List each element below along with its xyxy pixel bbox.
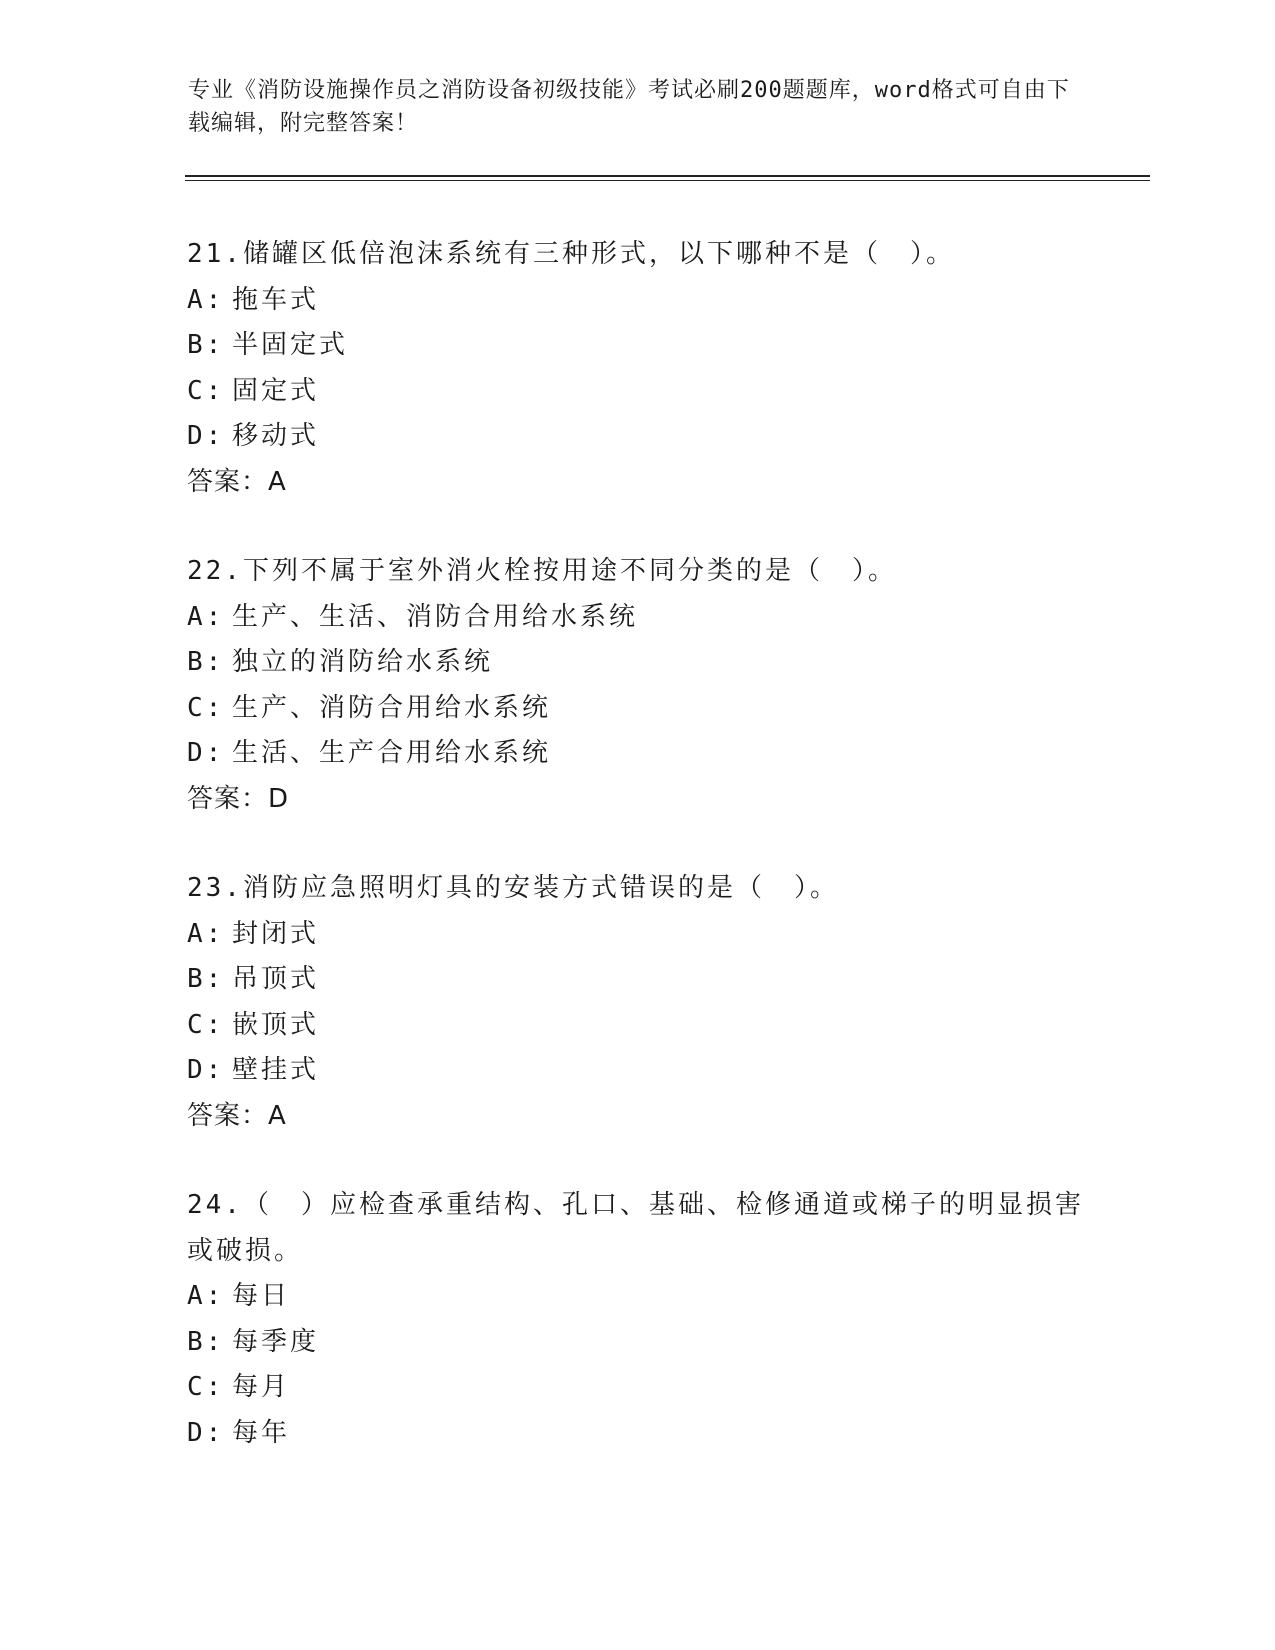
option-letter: B: xyxy=(187,1326,225,1357)
option-letter: B: xyxy=(187,647,225,677)
option-d xyxy=(187,1411,1087,1457)
option-letter: D: xyxy=(187,1417,225,1448)
option-a xyxy=(187,912,1087,958)
option-text: 每年 xyxy=(232,1417,291,1448)
option-letter: A: xyxy=(187,1281,225,1311)
option-d xyxy=(187,414,1087,460)
question-stem: 22.下列不属于室外消火栓按用途不同分类的是（ ）。 xyxy=(187,556,897,586)
option-c xyxy=(187,686,1087,732)
question-stem: 23.消防应急照明灯具的安装方式错误的是（ ）。 xyxy=(187,873,839,903)
option-d xyxy=(187,1048,1087,1094)
question-item xyxy=(187,1183,1087,1456)
option-text: 固定式 xyxy=(232,375,320,406)
answer-line: 答案：A xyxy=(187,466,287,497)
option-d xyxy=(187,731,1087,777)
header-divider xyxy=(185,175,1150,181)
option-b xyxy=(187,323,1087,369)
question-stem: 21.储罐区低倍泡沫系统有三种形式，以下哪种不是（ ）。 xyxy=(187,239,955,269)
option-b xyxy=(187,1320,1087,1366)
option-a xyxy=(187,278,1087,324)
option-text: 生活、生产合用给水系统 xyxy=(232,738,552,768)
option-text: 生产、消防合用给水系统 xyxy=(232,692,552,723)
option-letter: A: xyxy=(187,284,225,315)
option-text: 独立的消防给水系统 xyxy=(232,647,494,677)
question-list xyxy=(187,232,1087,1500)
option-a xyxy=(187,595,1087,641)
option-b xyxy=(187,640,1087,686)
option-text: 嵌顶式 xyxy=(232,1009,320,1040)
option-text: 每季度 xyxy=(232,1326,320,1357)
option-letter: C: xyxy=(187,1372,225,1402)
answer-line: 答案：A xyxy=(187,1100,287,1131)
option-text: 移动式 xyxy=(232,421,320,451)
answer-line: 答案：D xyxy=(187,783,290,814)
option-c xyxy=(187,1003,1087,1049)
option-letter: D: xyxy=(187,1055,225,1085)
option-text: 生产、生活、消防合用给水系统 xyxy=(232,601,639,632)
option-text: 壁挂式 xyxy=(232,1055,320,1085)
option-letter: C: xyxy=(187,692,225,723)
option-letter: C: xyxy=(187,375,225,406)
option-text: 拖车式 xyxy=(232,284,320,315)
option-text: 封闭式 xyxy=(232,918,320,949)
option-text: 每月 xyxy=(232,1372,291,1402)
question-item xyxy=(187,232,1087,505)
option-text: 吊顶式 xyxy=(232,964,320,994)
option-c xyxy=(187,1365,1087,1411)
option-letter: C: xyxy=(187,1009,225,1040)
question-stem: 24.（ ）应检查承重结构、孔口、基础、检修通道或梯子的明显损害或破损。 xyxy=(187,1190,1084,1266)
question-item xyxy=(187,549,1087,822)
document-header: 专业《消防设施操作员之消防设备初级技能》考试必刷200题题库，word格式可自由下载编辑，附完整答案！ xyxy=(188,78,1070,136)
option-letter: B: xyxy=(187,330,225,360)
option-letter: A: xyxy=(187,601,225,632)
option-b xyxy=(187,957,1087,1003)
option-letter: D: xyxy=(187,738,225,768)
option-letter: B: xyxy=(187,964,225,994)
option-c xyxy=(187,369,1087,415)
option-letter: A: xyxy=(187,918,225,949)
question-item xyxy=(187,866,1087,1139)
option-text: 半固定式 xyxy=(232,330,349,360)
option-a xyxy=(187,1274,1087,1320)
option-letter: D: xyxy=(187,421,225,451)
option-text: 每日 xyxy=(232,1281,291,1311)
